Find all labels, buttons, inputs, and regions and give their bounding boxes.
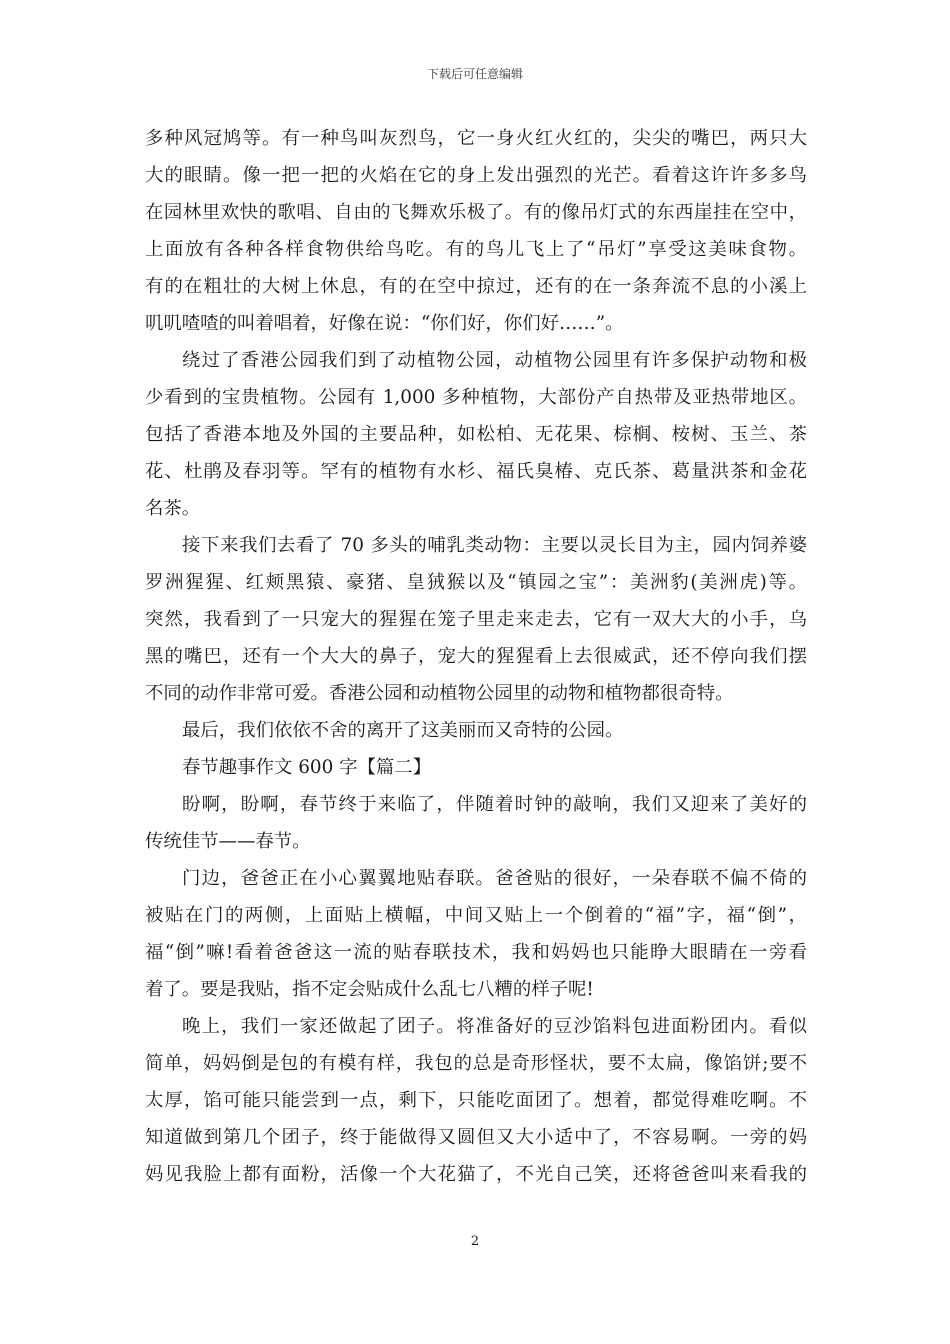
text-line: 多种风冠鸠等。有一种鸟叫灰烈鸟，它一身火红火红的，尖尖的嘴巴，两只大 [145,128,807,149]
page-number: 2 [470,1234,480,1249]
text-line: 上面放有各种各样食物供给鸟吃。有的鸟儿飞上了“吊灯”享受这美味食物。 [145,239,807,260]
section-title: 春节趣事作文 600 字【篇二】 [182,757,432,778]
paragraph-start: 门边，爸爸正在小心翼翼地贴春联。爸爸贴的很好，一朵春联不偏不倚的 [182,868,807,889]
text-line: 简单，妈妈倒是包的有模有样，我包的总是奇形怪状，要不太扁，像馅饼;要不 [145,1053,807,1074]
text-line: 被贴在门的两侧，上面贴上横幅，中间又贴上一个倒着的“福”字，福“倒”， [145,905,807,926]
body-text [145,120,807,1193]
text-line: 着了。要是我贴，指不定会贴成什么乱七八糟的样子呢! [145,979,594,1000]
text-line: 花、杜鹃及春羽等。罕有的植物有水杉、福氏臭椿、克氏茶、葛量洪茶和金花 [145,461,807,482]
page-header: 下载后可任意编辑 [426,67,523,81]
text-line: 福“倒”嘛!看着爸爸这一流的贴春联技术，我和妈妈也只能睁大眼睛在一旁看 [145,942,807,963]
text-line: 罗洲猩猩、红颊黑猿、豪猪、皇狨猴以及“镇园之宝”：美洲豹(美洲虎)等。 [145,572,807,593]
text-line: 突然，我看到了一只宠大的猩猩在笼子里走来走去，它有一双大大的小手，乌 [145,609,807,630]
text-line: 太厚，馅可能只能尝到一点，剩下，只能吃面团了。想着，都觉得难吃啊。不 [145,1090,807,1111]
text-line: 少看到的宝贵植物。公园有 1,000 多种植物，大部份产自热带及亚热带地区。 [145,387,807,408]
text-line: 妈见我脸上都有面粉，活像一个大花猫了，不光自己笑，还将爸爸叫来看我的 [145,1164,807,1185]
text-line: 在园林里欢快的歌唱、自由的飞舞欢乐极了。有的像吊灯式的东西崖挂在空中， [145,202,807,223]
text-line: 不同的动作非常可爱。香港公园和动植物公园里的动物和植物都很奇特。 [145,683,734,704]
paragraph-start: 接下来我们去看了 70 多头的哺乳类动物：主要以灵长目为主，园内饲养婆 [182,535,807,556]
paragraph-start: 盼啊，盼啊，春节终于来临了，伴随着时钟的敲响，我们又迎来了美好的 [182,794,807,815]
paragraph-start: 晚上，我们一家还做起了团子。将准备好的豆沙馅料包进面粉团内。看似 [182,1016,807,1037]
text-line: 叽叽喳喳的叫着唱着，好像在说：“你们好，你们好……”。 [145,313,624,334]
text-line: 包括了香港本地及外国的主要品种，如松柏、无花果、棕榈、桉树、玉兰、茶 [145,424,807,445]
text-line: 黑的嘴巴，还有一个大大的鼻子，宠大的猩猩看上去很威武，还不停向我们摆 [145,646,807,667]
text-line: 名茶。 [145,498,201,519]
paragraph-start: 最后，我们依依不舍的离开了这美丽而又奇特的公园。 [182,720,624,741]
text-line: 知道做到第几个团子，终于能做得又圆但又大小适中了，不容易啊。一旁的妈 [145,1127,807,1148]
text-line: 有的在粗壮的大树上休息，有的在空中掠过，还有的在一条奔流不息的小溪上 [145,276,807,297]
paragraph-start: 绕过了香港公园我们到了动植物公园，动植物公园里有许多保护动物和极 [182,350,807,371]
text-line: 大的眼睛。像一把一把的火焰在它的身上发出强烈的光芒。看着这许许多多鸟 [145,165,807,186]
text-line: 传统佳节——春节。 [145,831,311,852]
